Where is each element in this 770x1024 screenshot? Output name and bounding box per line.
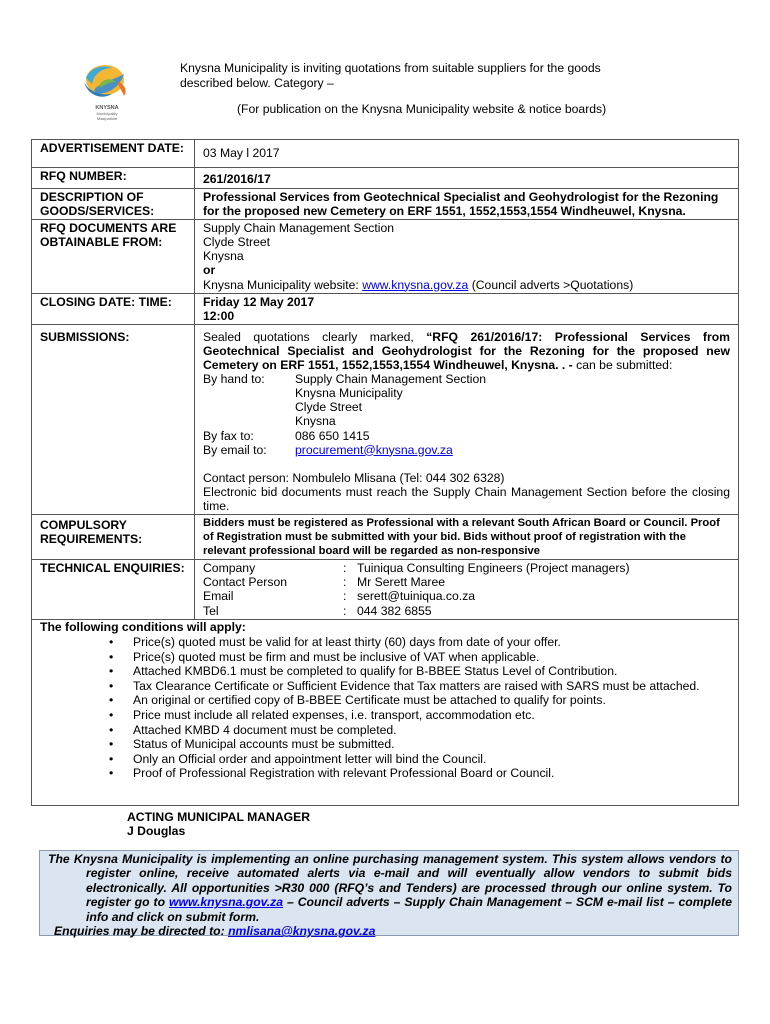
knysna-municipality-logo <box>72 60 142 130</box>
documents-line-2: Clyde Street <box>203 235 271 250</box>
advert-date-label: ADVERTISEMENT DATE: <box>32 140 195 168</box>
compulsory-value: Bidders must be registered as Professional with a relevant South African Board or Council. Proof of Registration must be submitted with your bid. Bids without proof of registration with the relevant professional board will be regarded as non-responsive <box>195 514 739 559</box>
contact-person: Contact person: Nombulelo Mlisana (Tel: 044 302 6328) <box>203 470 505 485</box>
compulsory-label: COMPULSORY REQUIREMENTS: <box>32 514 195 559</box>
closing-label: CLOSING DATE: TIME: <box>32 293 195 324</box>
fax-row: By fax to: 086 650 1415 <box>203 428 370 443</box>
condition-item: • Attached KMBD 4 document must be completed. <box>133 723 729 738</box>
condition-item: • Status of Municipal accounts must be submitted. <box>133 737 729 752</box>
condition-item: • Only an Official order and appointment letter will bind the Council. <box>133 752 729 767</box>
condition-item: • Proof of Professional Registration with relevant Professional Board or Council. <box>133 766 729 781</box>
tech-row-company: Company : Tuiniqua Consulting Engineers (Project managers) <box>203 561 630 576</box>
notice-website-link[interactable]: www.knysna.gov.za <box>168 895 283 910</box>
rfq-number-value: 261/2016/17 <box>195 168 739 189</box>
intro-text: Knysna Municipality is inviting quotations from suitable suppliers for the goods described below. Category – <box>180 61 601 90</box>
submissions-intro: Sealed quotations clearly marked, “RFQ 261/2016/17: Professional Services from Geotechnical Specialist and Geohydrologist for the Rezoning for the proposed new Cemetery on ERF 1551, 1552,1553,1554 Windheuwel, Knysna. . - can be submitted: <box>203 329 730 373</box>
submissions-label: SUBMISSIONS: <box>32 324 195 514</box>
description-label: DESCRIPTION OF GOODS/SERVICES: <box>32 189 195 220</box>
publication-note: (For publication on the Knysna Municipality website & notice boards) <box>237 102 607 116</box>
condition-item: • Price(s) quoted must be valid for at least thirty (60) days from date of your offer. <box>133 635 729 650</box>
electronic-note: Electronic bid documents must reach the Supply Chain Management Section before the closing time. <box>203 484 730 513</box>
by-hand-line-3: Clyde Street <box>295 400 363 415</box>
notice-email-link[interactable]: nmlisana@knysna.gov.za <box>228 924 376 939</box>
description-value: Professional Services from Geotechnical Specialist and Geohydrologist for the Rezoning for the proposed new Cemetery on ERF 1551, 1552,1553,1554 Windheuwel, Knysna. <box>195 189 739 220</box>
by-hand-line-4: Knysna <box>295 414 336 429</box>
documents-or: or <box>203 263 216 278</box>
conditions-heading: The following conditions will apply: <box>40 620 246 634</box>
signature-name: J Douglas <box>127 824 186 838</box>
tech-row-email: Email : serett@tuiniqua.co.za <box>203 589 476 604</box>
conditions-list <box>32 635 729 781</box>
website-link[interactable]: www.knysna.gov.za <box>362 277 469 292</box>
by-hand-row: By hand to: Supply Chain Management Section <box>203 372 487 387</box>
email-row: By email to: procurement@knysna.gov.za <box>203 442 453 457</box>
advert-date-value: 03 May l 2017 <box>195 140 739 168</box>
closing-value <box>195 293 739 324</box>
condition-item: • Price(s) quoted must be firm and must be inclusive of VAT when applicable. <box>133 650 729 665</box>
condition-item: • Attached KMBD6.1 must be completed to qualify for B-BBEE Status Level of Contribution. <box>133 664 729 679</box>
svg-text:KNYSNA: KNYSNA <box>95 105 119 111</box>
closing-date: Friday 12 May 2017 <box>203 294 315 309</box>
rfq-number-label: RFQ NUMBER: <box>32 168 195 189</box>
signature-title: ACTING MUNICIPAL MANAGER <box>127 810 311 824</box>
by-hand-line-2: Knysna Municipality <box>295 386 403 401</box>
signature-block <box>127 810 310 838</box>
condition-item: • An original or certified copy of B-BBEE Certificate must be attached to qualify for points. <box>133 693 729 708</box>
notice-enquiries: Enquiries may be directed to: nmlisana@knysna.gov.za <box>54 924 376 939</box>
conditions-section <box>31 618 739 806</box>
tech-row-tel: Tel : 044 382 6855 <box>203 603 432 618</box>
svg-text:Masipathile: Masipathile <box>96 116 118 121</box>
tech-row-contact: Contact Person : Mr Serett Maree <box>203 575 446 590</box>
notice-text: The Knysna Municipality is implementing an online purchasing management system. This system allows vendors to register online, receive automated alerts via e-mail and will eventually allow vendors to submit bids electronically. All opportunities >R30 000 (RFQ’s and Tenders) are processed through our online system. To register go to www.knysna.gov.za – Council adverts – Supply Chain Management – SCM e-mail list – complete info and click on submit form. <box>48 852 732 924</box>
documents-website: Knysna Municipality website: www.knysna.gov.za (Council adverts >Quotations) <box>203 277 634 292</box>
documents-value <box>195 220 739 293</box>
submissions-value <box>195 324 739 514</box>
documents-label: RFQ DOCUMENTS ARE OBTAINABLE FROM: <box>32 220 195 293</box>
documents-line-3: Knysna <box>203 249 244 264</box>
svg-text:Municipality: Municipality <box>96 111 118 116</box>
technical-label: TECHNICAL ENQUIRIES: <box>32 560 195 619</box>
condition-item: • Price must include all related expenses, i.e. transport, accommodation etc. <box>133 708 729 723</box>
rfq-details-table <box>31 139 739 620</box>
closing-time: 12:00 <box>203 308 235 323</box>
condition-item: • Tax Clearance Certificate or Sufficient Evidence that Tax matters are raised with SARS must be attached. <box>133 679 729 694</box>
technical-value <box>195 560 739 619</box>
procurement-email-link[interactable]: procurement@knysna.gov.za <box>295 442 453 457</box>
online-system-notice <box>39 850 739 939</box>
documents-line-1: Supply Chain Management Section <box>203 221 395 236</box>
